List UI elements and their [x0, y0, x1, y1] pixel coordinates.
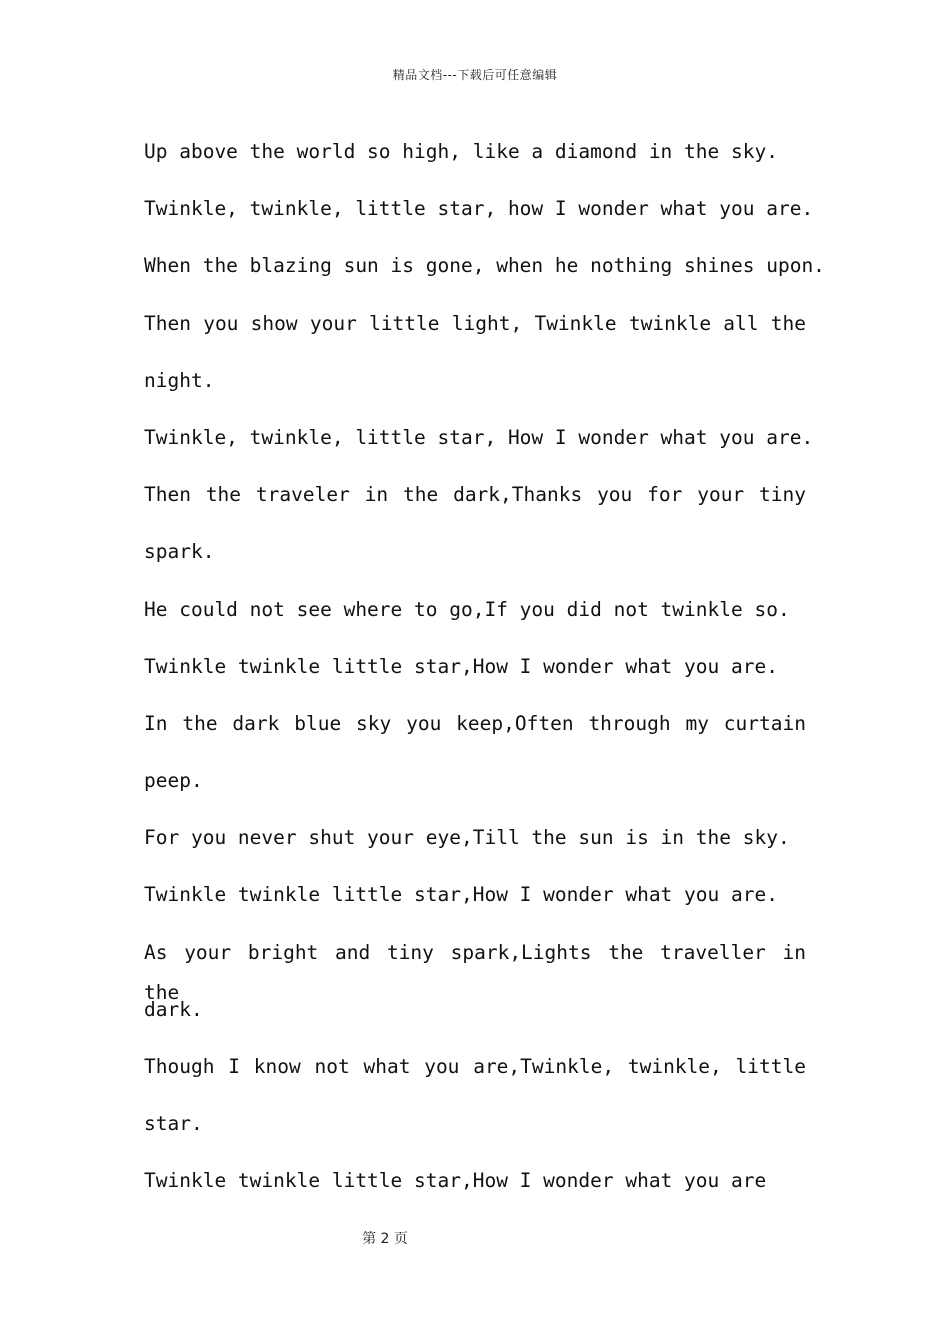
text-line: As your bright and tiny spark,Lights the traveller in the: [144, 940, 806, 1004]
text-line: Twinkle twinkle little star,How I wonder what you are.: [144, 883, 778, 907]
text-line: For you never shut your eye,Till the sun is in the sky.: [144, 826, 790, 850]
page-header: 精品文档---下载后可任意编辑: [392, 68, 558, 82]
document-body: [144, 132, 825, 1219]
text-line: night.: [144, 368, 215, 392]
text-line: peep.: [144, 769, 203, 793]
text-line: Twinkle twinkle little star,How I wonder what you are: [144, 1169, 767, 1193]
text-line: Up above the world so high, like a diamond in the sky.: [144, 140, 778, 163]
text-line: star.: [144, 1112, 203, 1136]
page-number: 第 2 页: [362, 1231, 408, 1247]
text-line: Though I know not what you are,Twinkle, twinkle, little: [144, 1055, 806, 1078]
text-line: When the blazing sun is gone, when he nothing shines upon.: [144, 254, 825, 278]
text-line: dark.: [144, 997, 203, 1021]
text-line: Twinkle, twinkle, little star, How I wonder what you are.: [144, 425, 814, 449]
text-line: Then the traveler in the dark,Thanks you for your tiny: [144, 483, 806, 507]
text-line: Twinkle, twinkle, little star, how I wonder what you are.: [144, 197, 814, 221]
text-line: In the dark blue sky you keep,Often through my curtain: [144, 711, 806, 735]
text-line: He could not see where to go,If you did not twinkle so.: [144, 597, 790, 621]
text-line: Twinkle twinkle little star,How I wonder what you are.: [144, 654, 778, 678]
text-line: spark.: [144, 540, 215, 564]
text-line: Then you show your little light, Twinkle twinkle all the: [144, 311, 806, 335]
